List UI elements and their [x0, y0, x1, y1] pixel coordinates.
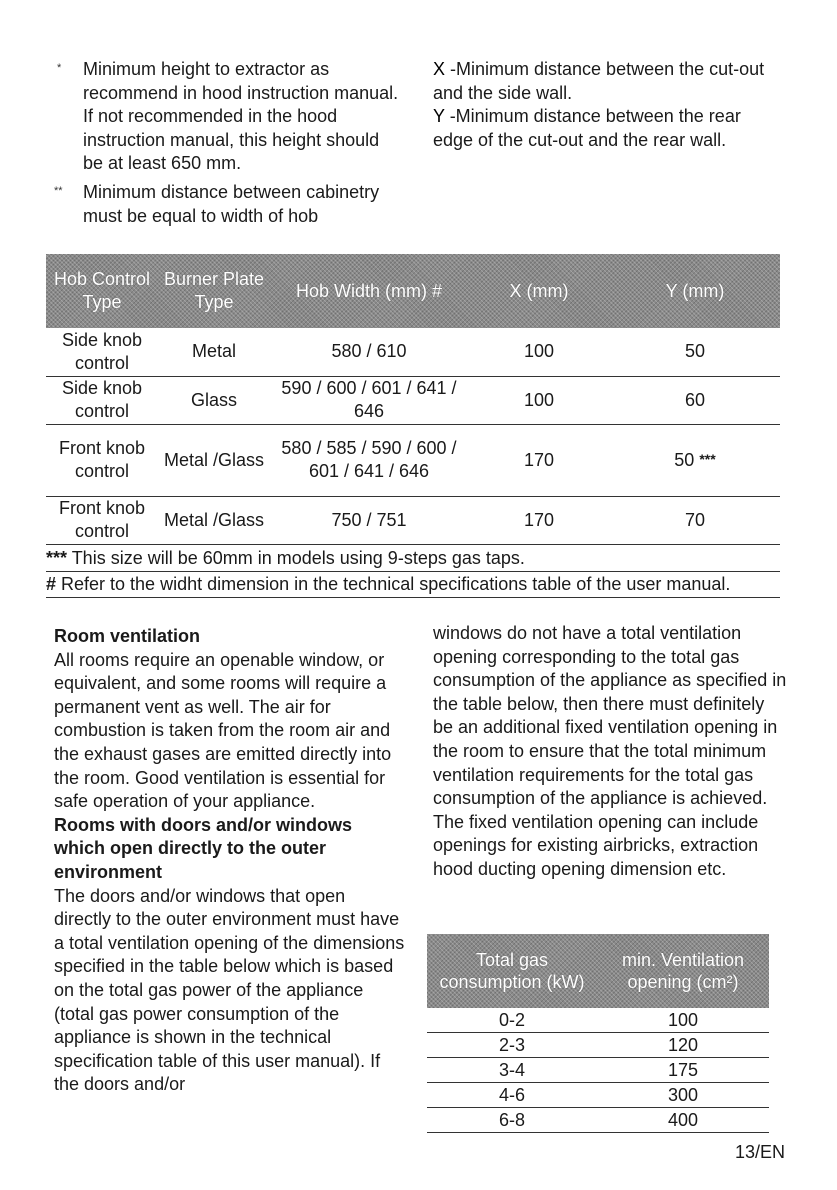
cell-opening: 100	[597, 1008, 769, 1033]
cell-plate: Metal /Glass	[158, 424, 270, 496]
table-footnote-1	[46, 547, 780, 572]
cell-x: 100	[468, 328, 610, 376]
header-burner-plate-type: Burner Plate Type	[163, 269, 265, 312]
ventilation-left-column	[54, 625, 406, 1097]
cell-opening: 300	[597, 1083, 769, 1108]
cell-control: Front knob control	[46, 424, 158, 496]
table-row	[46, 376, 780, 424]
cell-control: Side knob control	[46, 376, 158, 424]
cell-gas: 4-6	[427, 1083, 597, 1108]
table-row	[46, 328, 780, 376]
definition-y	[433, 105, 783, 152]
ventilation-right-column	[433, 622, 787, 882]
table-footnote-1-text: This size will be 60mm in models using 9-steps gas taps.	[67, 548, 525, 568]
table-footnote-2	[46, 573, 780, 598]
note-2-text: Minimum distance between cabinetry must be equal to width of hob	[83, 182, 380, 226]
ventilation-intro: All rooms require an openable window, or equivalent, and some rooms will require a permanent vent as well. The air for combustion is taken from the room air and the exhaust gases are emitted directly into the room. Good ventilation is essential for safe operation of your appliance.	[54, 649, 392, 812]
cell-y-mark: ***	[699, 451, 716, 467]
ventilation-body-right: windows do not have a total ventilation opening corresponding to the total gas consumption of the appliance as specified in the table below, then there must definitely be an additional fixed ventilation opening in the room to ensure that the total minimum ventilation requirements for the total gas consumption of the appliance is achieved. The fixed ventilation opening can include openings for existing airbricks, extraction hood ducting opening dimension etc.	[433, 623, 787, 879]
cell-width: 580 / 610	[270, 328, 468, 376]
note-2-mark: **	[54, 185, 63, 197]
cell-x: 170	[468, 496, 610, 544]
cell-y-value: 50	[674, 450, 695, 470]
table-footnote-2-mark: #	[46, 574, 57, 594]
definition-y-key: Y	[433, 106, 445, 126]
cell-width: 590 / 600 / 601 / 641 / 646	[270, 376, 468, 424]
cell-width: 750 / 751	[270, 496, 468, 544]
cell-gas: 6-8	[427, 1108, 597, 1133]
table-footnote-2-text: Refer to the widht dimension in the technical specifications table of the user manual.	[56, 574, 731, 594]
ventilation-body-left: The doors and/or windows that open directly to the outer environment must have a total ventilation opening of the dimensions specified in the table below which is based on the total gas power of the appliance (total gas power consumption of the appliance is shown in the technical specification table of this user manual). If the doors and/or	[54, 885, 405, 1095]
cell-x: 100	[468, 376, 610, 424]
cell-opening: 175	[597, 1058, 769, 1083]
header-x: X (mm)	[509, 280, 569, 301]
table-footnote-1-mark: ***	[46, 548, 68, 568]
definition-x-key: X	[433, 59, 446, 79]
ventilation-subheading: Rooms with doors and/or windows which open directly to the outer environment	[54, 814, 353, 882]
cell-y: 70	[610, 496, 780, 544]
cell-control: Side knob control	[46, 328, 158, 376]
hob-table-header-row	[46, 254, 780, 328]
cell-width: 580 / 585 / 590 / 600 / 601 / 641 / 646	[270, 424, 468, 496]
gas-table-header-row	[427, 934, 769, 1008]
header-hob-width: Hob Width (mm) #	[295, 280, 443, 301]
cell-gas: 3-4	[427, 1058, 597, 1083]
table-row	[427, 1083, 769, 1108]
note-1-mark: *	[57, 62, 62, 74]
cell-gas: 0-2	[427, 1008, 597, 1033]
header-y: Y (mm)	[665, 280, 725, 301]
table-row	[427, 1008, 769, 1033]
cell-y: 50	[610, 328, 780, 376]
table-row	[46, 424, 780, 496]
gas-ventilation-table	[427, 934, 769, 1133]
cell-y	[610, 424, 780, 496]
cell-x: 170	[468, 424, 610, 496]
definition-x	[433, 58, 783, 105]
table-row	[427, 1108, 769, 1133]
header-total-gas: Total gas consumption (kW)	[439, 950, 585, 992]
table-row	[46, 496, 780, 544]
table-row	[427, 1058, 769, 1083]
definition-x-text: -Minimum distance between the cut-out and the side wall.	[433, 59, 765, 103]
header-min-ventilation: min. Ventilation opening (cm²)	[621, 950, 745, 992]
header-hob-control-type: Hob Control Type	[53, 269, 151, 312]
definition-y-text: -Minimum distance between the rear edge of the cut-out and the rear wall.	[433, 106, 741, 150]
cell-plate: Metal /Glass	[158, 496, 270, 544]
table-row	[427, 1033, 769, 1058]
ventilation-heading: Room ventilation	[54, 626, 201, 646]
cell-control: Front knob control	[46, 496, 158, 544]
hob-dimension-table	[46, 254, 780, 545]
cell-gas: 2-3	[427, 1033, 597, 1058]
cell-opening: 400	[597, 1108, 769, 1133]
cell-plate: Metal	[158, 328, 270, 376]
page-number: 13/EN	[734, 1142, 785, 1162]
cell-plate: Glass	[158, 376, 270, 424]
note-1-text: Minimum height to extractor as recommend in hood instruction manual. If not recommended in the hood instruction manual, this height should be at least 650 mm.	[83, 59, 399, 173]
cell-opening: 120	[597, 1033, 769, 1058]
cell-y: 60	[610, 376, 780, 424]
